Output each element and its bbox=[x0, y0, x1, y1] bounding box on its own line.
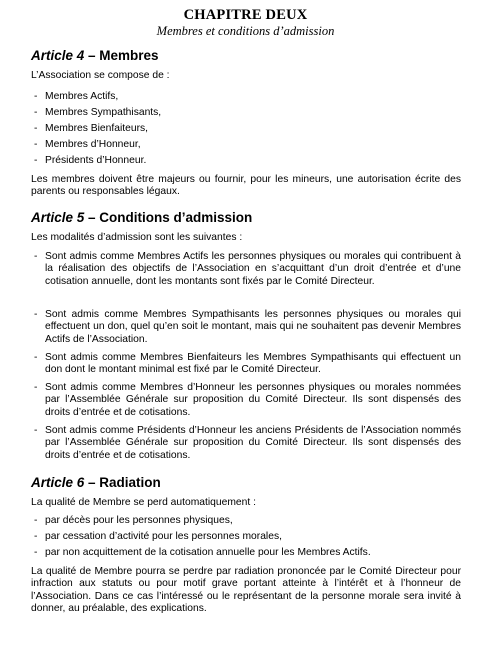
article-4-intro: L’Association se compose de : bbox=[31, 70, 170, 81]
article-4-heading bbox=[31, 48, 159, 63]
document-page: CHAPITRE DEUX Membres et conditions d’admission Article 4 – Membres L’Association se compose de : - Membres Actifs, - Membres Sympathisants, - Membres Bienfaiteurs, - Membres d’Honneur, - Présidents d’Honneur. Les membres doivent être majeurs ou fournir, pour les mineurs, une autorisation écrite des parents ou responsables légaux. Article 5 – Conditions d’admission Les modalités d’admission sont les suivantes : - Sont admis comme Membres Actifs les personnes physiques ou morales qui contribuent à la réalisation des objectifs de l’Association en s’acquittant d’un droit d’entrée et d’une cotisation annuelle, dont les montants sont fixés par le Comité Directeur. - Sont admis comme Membres Sympathisants les personnes physiques ou morales qui effectuent un don, quel qu’en soit le montant, mais qui ne souhaitent pas devenir Membres Actifs de l’Association. - Sont admis comme Membres Bienfaiteurs les Membres Sympathisants qui effectuent un don dont le montant minimal est fixé par le Comité Directeur. - Sont admis comme Membres d’Honneur les personnes physiques ou morales nommées par l’Assemblée Générale sur proposition du Comité Directeur. Ils sont dispensés des droits d’entrée et de cotisations. - Sont admis comme Présidents d’Honneur les anciens Présidents de l’Association nommés par l’Assemblée Générale sur proposition du Comité Directeur. Ils sont dispensés des droits d’entrée et de cotisations. Article 6 – Radiation La qualité de Membre se perd automatiquement : - par décès pour les personnes physiques, - par cessation d’activité pour les personnes morales, - par non acquittement de la cotisation annuelle pour les Membres Actifs. La qualité de Membre pourra se perdre par radiation prononcée par le Comité Directeur pour infraction aux statuts ou pour motif grave portant atteinte à l’intérêt et à l’honneur de l’Association. Dans ce cas l’intéressé ou le représentant de la personne morale sera invité à donner, au préalable, des explications. bbox=[0, 0, 491, 645]
article-4-note: Les membres doivent être majeurs ou fournir, pour les mineurs, une autorisation écrite des parents ou responsables légaux. bbox=[31, 174, 461, 198]
list-item: - Sont admis comme Membres Bienfaiteurs les Membres Sympathisants qui effectuent un don dont le montant minimal est fixé par le Comité Directeur. bbox=[34, 352, 461, 376]
article-5-heading bbox=[31, 210, 252, 225]
article-6-heading bbox=[31, 475, 161, 490]
article-4-number: Article 4 bbox=[31, 48, 85, 63]
list-item: - Sont admis comme Membres Actifs les personnes physiques ou morales qui contribuent à la réalisation des objectifs de l’Association en s’acquittant d’un droit d’entrée et d’une cotisation annuelle, dont les montants sont fixés par le Comité Directeur. bbox=[34, 251, 461, 287]
list-item: - Sont admis comme Membres d’Honneur les personnes physiques ou morales nommées par l’Assemblée Générale sur proposition du Comité Directeur. Ils sont dispensés des droits d’entrée et de cotisations. bbox=[34, 382, 461, 418]
article-5-intro: Les modalités d’admission sont les suivantes : bbox=[31, 232, 243, 243]
article-6-separator: – bbox=[84, 475, 100, 490]
article-5-title: Conditions d’admission bbox=[99, 210, 253, 225]
article-5-separator: – bbox=[84, 210, 100, 225]
article-4-separator: – bbox=[84, 48, 100, 63]
article-6-note: La qualité de Membre pourra se perdre par radiation prononcée par le Comité Directeur pour infraction aux statuts ou pour motif grave portant atteinte à l’intérêt et à l’honneur de l’Association. Dans ce cas l’intéressé ou le représentant de la personne morale sera invité à donner, au préalable, des explications. bbox=[31, 566, 461, 614]
chapter-title: CHAPITRE DEUX bbox=[183, 7, 308, 23]
article-5-number: Article 5 bbox=[31, 210, 85, 225]
article-6-title: Radiation bbox=[99, 475, 161, 490]
article-4-title: Membres bbox=[99, 48, 159, 63]
article-6-number: Article 6 bbox=[31, 475, 85, 490]
article-6-intro: La qualité de Membre se perd automatiquement : bbox=[31, 497, 256, 508]
list-item: - Sont admis comme Membres Sympathisants les personnes physiques ou morales qui effectuent un don, quel qu’en soit le montant, mais qui ne souhaitent pas devenir Membres Actifs de l’Association. bbox=[34, 309, 461, 345]
list-item: - Sont admis comme Présidents d’Honneur les anciens Présidents de l’Association nommés par l’Assemblée Générale sur proposition du Comité Directeur. Ils sont dispensés des droits d’entrée et de cotisations. bbox=[34, 425, 461, 461]
chapter-subtitle: Membres et conditions d’admission bbox=[156, 24, 335, 38]
